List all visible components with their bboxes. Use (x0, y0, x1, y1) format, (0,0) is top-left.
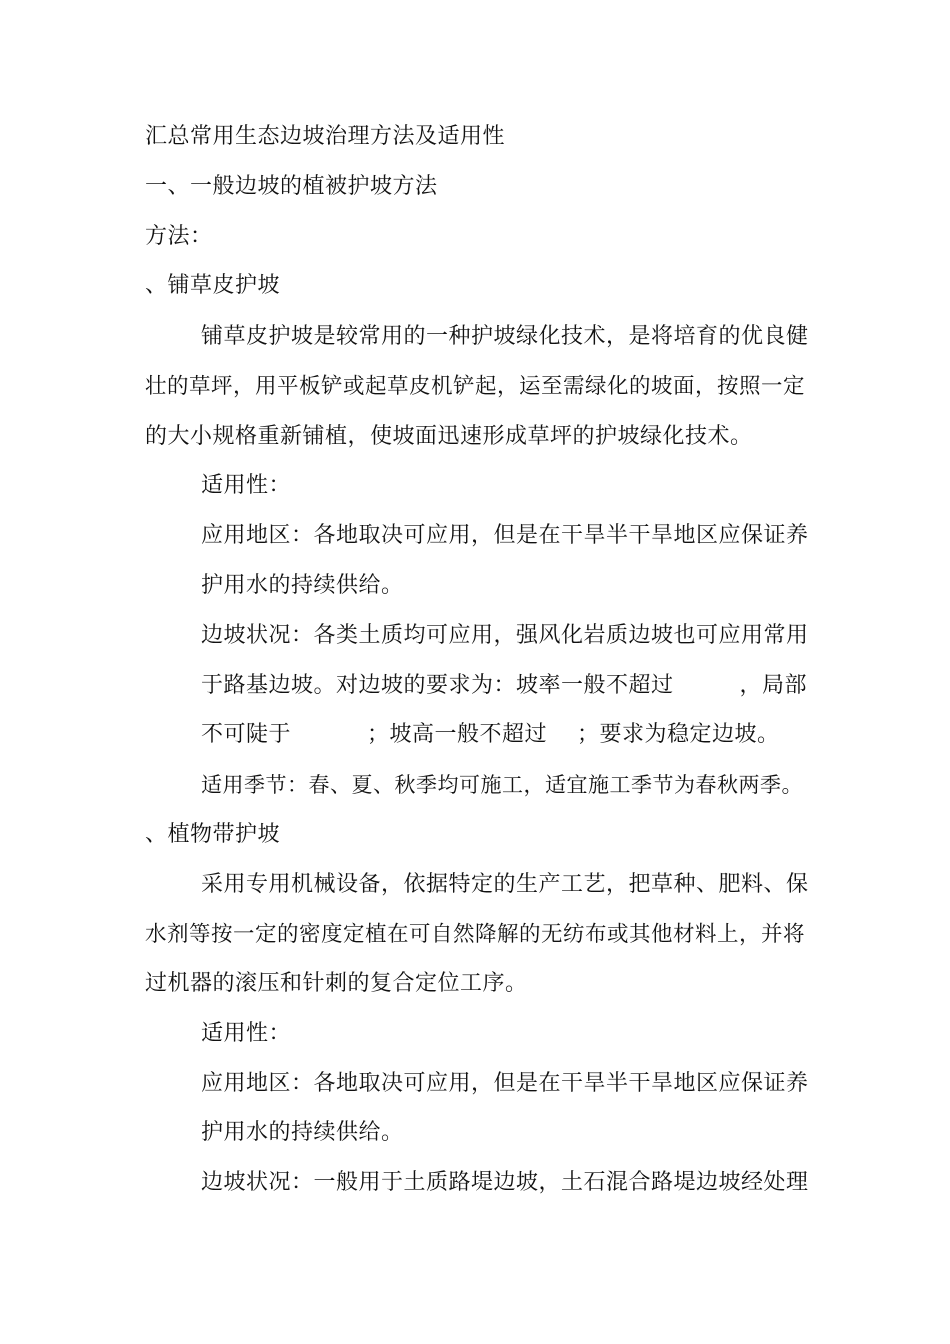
method1-season-line: 适用季节：春、夏、秋季均可施工，适宜施工季节为春秋两季。 (201, 773, 803, 797)
method2-desc-line: 水剂等按一定的密度定植在可自然降解的无纺布或其他材料上，并将 (145, 922, 806, 947)
method2-applicability-label: 适用性： (201, 1021, 292, 1046)
slope-line3-part-b: ；坡高一般不超过 (367, 722, 548, 747)
method1-desc-line: 铺草皮护坡是较常用的一种护坡绿化技术，是将培育的优良健 (201, 324, 809, 349)
method2-heading: 、植物带护坡 (145, 822, 281, 847)
method1-region-line: 应用地区：各地取决可应用，但是在干旱半干旱地区应保证养 (201, 523, 809, 548)
method1-applicability-label: 适用性： (201, 473, 292, 498)
method2-desc-line: 过机器的滚压和针刺的复合定位工序。 (145, 971, 528, 996)
slope-line3-part-c: ；要求为稳定边坡。 (577, 722, 780, 747)
method1-slope-line: 边坡状况：各类土质均可应用，强风化岩质边坡也可应用常用 (201, 623, 809, 648)
document-title: 汇总常用生态边坡治理方法及适用性 (145, 124, 506, 149)
slope-line2-part-a: 于路基边坡。对边坡的要求为：坡率一般不超过 (201, 673, 674, 698)
method1-region-line: 护用水的持续供给。 (201, 573, 404, 598)
method2-region-line: 护用水的持续供给。 (201, 1120, 404, 1145)
method2-desc-line: 采用专用机械设备，依据特定的生产工艺，把草种、肥料、保 (201, 872, 809, 897)
method1-slope-line (201, 720, 780, 750)
method1-slope-line (201, 671, 807, 701)
method1-desc-line: 的大小规格重新铺植，使坡面迅速形成草坪的护坡绿化技术。 (145, 424, 753, 449)
methods-label: 方法： (145, 224, 213, 249)
slope-line3-part-a: 不可陡于 (201, 722, 292, 747)
section-heading: 一、一般边坡的植被护坡方法 (145, 174, 438, 199)
method1-desc-line: 壮的草坪，用平板铲或起草皮机铲起，运至需绿化的坡面，按照一定 (145, 374, 806, 399)
slope-line2-part-b: ，局部 (739, 673, 808, 698)
method2-region-line: 应用地区：各地取决可应用，但是在干旱半干旱地区应保证养 (201, 1071, 809, 1096)
method1-heading: 、铺草皮护坡 (145, 273, 281, 298)
method2-slope-line: 边坡状况：一般用于土质路堤边坡，土石混合路堤边坡经处理 (201, 1170, 809, 1195)
